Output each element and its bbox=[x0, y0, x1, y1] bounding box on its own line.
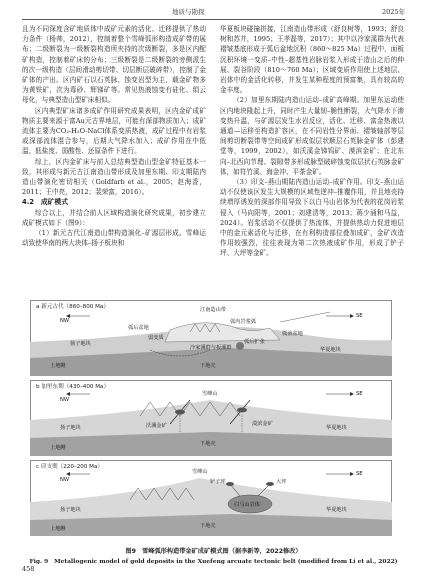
body-paragraph: 综上，区内金矿床与前人总结典型造山型金矿特征基本一致，其形成与新元古江南造山带形成及加里东期、印支期陆内造山带演化密切相关（Goldfarb et al.，2005；赵海香，2011；王中亮，2012；裴荣富，2016）。 bbox=[22, 157, 206, 197]
panel-a-label: 上地幔 bbox=[50, 363, 66, 369]
panel-c-label: 下地壳 bbox=[200, 523, 216, 529]
panel-c-label: 铲子坪 bbox=[210, 479, 226, 485]
panel-a-label: 华夏地块 bbox=[320, 347, 341, 353]
running-header bbox=[22, 6, 405, 18]
figure-caption-cn: 图9 雪峰弧形构造带金矿成矿模式图（据李新等，2022修改） bbox=[125, 548, 302, 555]
right-column bbox=[220, 24, 404, 259]
figure-panel-c bbox=[30, 460, 392, 536]
panel-b-label: 漠滨金矿 bbox=[252, 421, 273, 427]
panel-a-label: 弧后扩张 bbox=[244, 339, 265, 345]
body-paragraph: 华夏板块碰撞拼接，江南造山带形成（舒良树等，1993；舒良树和苏井，1995；王孝磊等，2017）；其中以冷家溪群为代表褶皱基底形成于弧后盆地沉积（860～825 Ma）过程中，面板沉积环境一变质–中性–超基性岩脉岩浆入形成于造山之后的伸展、裂谷阶段（810～760 Ma）；区域变质作用使上述地层、岩体中的金活化转移，并发生某种程度的预富集，具有较高的金丰度。 bbox=[220, 25, 404, 95]
panel-a-label: 冷家溪群与板溪群 bbox=[190, 345, 232, 351]
panel-b-label: 沃溪金矿 bbox=[146, 423, 167, 429]
body-paragraph: 且为不同深度含矿地质体中成矿元素的活化、迁移提供了热动力条件（杨帅，2012），控制着整个雪峰弧形构造成矿带的展布；二级断裂为一级断裂构造所夹持的次级断裂，多是区内配矿构造，控制着矿床的分布；三级断裂是二级断裂的旁侧派生的次一级构造（层间滑动剪切带、切层断层破碎带），控制了金矿体的产出。区内矿石以石英脉、蚀变岩型为主，载金矿物多为黄铁矿，次为毒砂、辉锑矿等。常见热液蚀变有硅化、绢云母化，与典型造山型矿床相似。 bbox=[22, 25, 206, 105]
panel-c-label: 大坪 bbox=[276, 479, 287, 485]
panel-b-label: 下地壳 bbox=[200, 441, 216, 447]
figure-legend bbox=[30, 538, 392, 544]
panel-a-title: a 新元古代（860–800 Ma） bbox=[36, 304, 109, 310]
panel-a-label: 下地壳 bbox=[200, 363, 216, 369]
body-paragraph: （3）印支–燕山期陆内造山运动–成矿作用。印支–燕山运动不仅使该区发生大规模的区域性逆冲–推覆作用，并且地壳持续增厚诱发的深部作用导致下以白马山岩体为代表的花岗岩浆侵入（马向阳等，2001；刘建清等，2013；蒋少涌和马益，2024）。岩浆活动不仅提供了热流体，并提供热动力促进地层中的金元素活化与迁移，在有利构造部位叠加成矿，金矿改造作用较强烈，往往表现为第二次热液成矿作用，形成了铲子坪、大坪等金矿。 bbox=[220, 178, 404, 258]
body-paragraph: 区内典型矿床诸多成矿作用研究成果表明，区内金矿成矿物质主要来源于富Au元古界地层，可能有深部物质加入；成矿流体主要为CO₂-H₂O-NaCl体系变质热液，成矿过程中有岩浆或深部流体混合参与，后期大气降水加入；成矿作用在中低温、低盐度、弱酸性、还原条件下进行。 bbox=[22, 106, 206, 156]
panel-c-label: NW bbox=[60, 477, 70, 483]
panel-b-title: b 加里东期（430–400 Ma） bbox=[36, 384, 110, 390]
panel-b-label: NW bbox=[60, 397, 70, 403]
panel-a-label: 弱变质 bbox=[148, 335, 164, 341]
panel-c-label: 雪峰山 bbox=[192, 469, 208, 475]
panel-b-label: 上地幔 bbox=[50, 445, 66, 451]
figure-panel-b bbox=[30, 380, 392, 456]
page-number: 458 bbox=[22, 565, 35, 573]
panel-c-label: 白马山岩体 bbox=[234, 502, 260, 508]
panel-c-label: 扬子地块 bbox=[60, 507, 81, 513]
panel-c-title: c 印支期（220–200 Ma） bbox=[36, 464, 104, 470]
panel-a-label: SE bbox=[356, 313, 363, 319]
panel-a-label: 扬子地块 bbox=[70, 341, 91, 347]
panel-b-label: 华夏地块 bbox=[326, 425, 347, 431]
panel-a-label: 弧前盆地 bbox=[282, 331, 303, 337]
panel-a-label: NW bbox=[60, 318, 70, 324]
panel-a-label: 弧内岩浆弧 bbox=[230, 319, 256, 325]
panel-b-label: 雪峰山 bbox=[202, 391, 218, 397]
body-paragraph: （1）新元古代江南造山带构造演化–矿源层形成。雪峰运动致使华南的两大块体–扬子板块和 bbox=[22, 229, 206, 248]
body-paragraph: （2）加里东期陆内造山运动–成矿高峰期。加里东运动使区内地块隆起上升，同时产生大量韧–脆性断裂，大气降水下渗变热升温，与矿源层发生水岩反应，活化、迁移、富金热液以通道—运移至构造扩容区，在不同岩性分界面、褶皱轴部等层间剪切断裂带等空间成矿形成似层状顺层石英脉金矿体（彭建堂等，1999，2002），如沃溪金锑钨矿、漠滨金矿；在北东向–北西向节理、裂隙带多形成脉型破碎蚀变似层状石英脉金矿体，如符竹溪、海金冲、平茶金矿。 bbox=[220, 96, 404, 176]
panel-c-label: 华夏地块 bbox=[326, 507, 347, 513]
panel-a-label: 江南造山带 bbox=[200, 307, 226, 313]
panel-a-label: 弧后盆地 bbox=[128, 325, 149, 331]
header-rule bbox=[22, 19, 405, 20]
journal-name: 地质与勘探 bbox=[172, 8, 205, 16]
left-column bbox=[22, 24, 206, 248]
journal-year: 2025年 bbox=[381, 8, 405, 16]
figure-panel-a bbox=[30, 300, 392, 376]
metallogenic-model-figure bbox=[30, 300, 392, 542]
panel-c-label: SE bbox=[356, 471, 363, 477]
body-paragraph: 综合以上，并结合前人区域构造演化研究成果，初步建立成矿模式如下（图9）： bbox=[22, 208, 206, 227]
figure-caption-en: Fig. 9 Metallogenic model of gold deposits in the Xuefeng arcuate tectonic belt (modified from Li et al., 2022) bbox=[29, 558, 398, 565]
section-heading: 4.2 成矿模式 bbox=[22, 198, 69, 207]
panel-b-label: 扬子地块 bbox=[60, 425, 81, 431]
panel-c-label: 上地幔 bbox=[50, 526, 66, 532]
panel-b-label: SE bbox=[356, 391, 363, 397]
